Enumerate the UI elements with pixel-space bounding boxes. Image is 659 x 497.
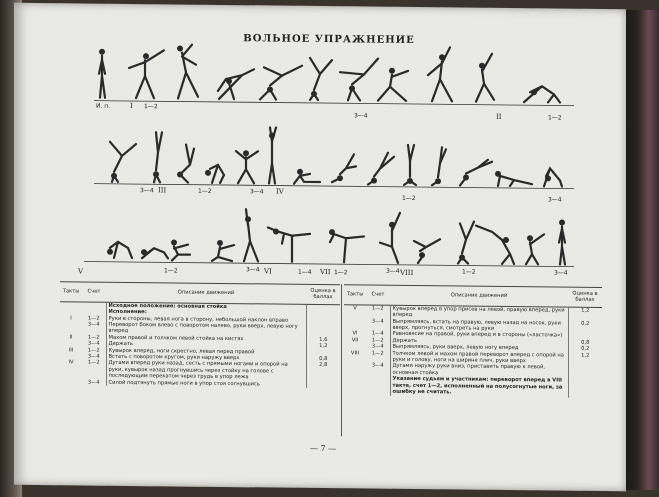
- row-count: 1—2: [371, 337, 384, 344]
- label-row2-iii-34: 3—4: [250, 188, 264, 196]
- figure-arms-raised: [244, 209, 258, 261]
- row-description: Толчком левой и махом правой переворот вперед с опорой на руки и голову, ноги на ширине плеч, руки вверх: [390, 350, 568, 365]
- figure-pike: [544, 168, 562, 186]
- label-row3-vi-14: 1—4: [298, 268, 312, 276]
- row-takt: IV: [68, 359, 74, 366]
- figure-row-2: [110, 126, 562, 187]
- row-score: 1,2: [581, 352, 590, 359]
- figure-cartwheel-a: [218, 69, 254, 99]
- movement-table-left: [60, 281, 340, 388]
- figure-roll-1: [177, 145, 194, 183]
- row-description: Держать: [390, 338, 568, 346]
- row-description: Указание судьям и участникам: переворот вперед в VIII такте, счет 1—2, исполненный на полусогнутые ноги, за ошибку не считать.: [390, 376, 568, 397]
- row-count: 1—2: [87, 360, 100, 367]
- page-title: ВОЛЬНОЕ УПРАЖНЕНИЕ: [243, 33, 415, 46]
- row-score: 1,6: [319, 336, 328, 343]
- label-row3-v-34: 3—4: [246, 266, 260, 274]
- row-count: 1—2: [371, 305, 384, 312]
- header-schet: Счет: [82, 282, 106, 302]
- figure-arch: [526, 234, 544, 264]
- label-row1-12: 1—2: [144, 103, 158, 111]
- figure-prone: [495, 171, 532, 186]
- row-description: Исходное положение: основная стойка: [106, 302, 306, 311]
- figure-swallow-2: [329, 229, 364, 262]
- figure-roll-back-2: [368, 153, 394, 185]
- label-row2-iv-34: 3—4: [548, 196, 562, 204]
- figure-rise: [236, 150, 258, 183]
- figure-row-3: [107, 208, 565, 265]
- label-row2-12: 1—2: [198, 187, 212, 195]
- book-page: [14, 3, 626, 491]
- row-description: Силой подтянуть прямые ноги в упор стоя согнувшись: [106, 379, 306, 388]
- exercise-figures: [14, 3, 626, 289]
- row-description: Дугами вперед руки назад, сесть с прямыми ногами и опорой на руки, кувырок назад прогнувшись через стойку на голове с последующим перекатом через грудь в упор лежа: [106, 360, 306, 381]
- row-takt: [344, 376, 366, 395]
- table-divider: [341, 284, 342, 436]
- movement-table-right: [344, 284, 602, 397]
- row-takt: [344, 363, 366, 376]
- label-row2-iv-12: 1—2: [402, 194, 416, 203]
- row-score: [306, 324, 340, 337]
- ground-line-1: [94, 101, 574, 106]
- header-score: Оценка в баллах: [306, 284, 340, 304]
- figure-roll-forward-2: [141, 248, 168, 258]
- row-count: 3—4: [371, 363, 384, 370]
- label-row1-34: 3—4: [354, 112, 368, 120]
- figure-arms-up: [428, 47, 452, 101]
- row-count: 3—4: [87, 340, 100, 347]
- row-score: 0,2: [581, 320, 590, 327]
- figure-crouch: [212, 240, 234, 261]
- figure-bridge: [524, 86, 560, 102]
- table-header-row: [344, 285, 602, 308]
- label-row3-vi: VI: [264, 267, 272, 276]
- row-description: Исполнение:: [106, 309, 306, 318]
- row-score: 2,8: [319, 362, 328, 369]
- row-description: Держать: [106, 341, 306, 350]
- row-score: 0,8: [319, 356, 328, 363]
- header-schet: Счет: [366, 285, 390, 305]
- label-row3-v: V: [78, 267, 84, 276]
- label-row1-ip: И. п.: [96, 102, 111, 110]
- ground-line-3: [84, 262, 574, 267]
- figure-roll-back-1: [332, 154, 356, 182]
- row-count: 1—2: [371, 350, 384, 357]
- label-row3-viii-34: 3—4: [554, 269, 568, 277]
- figure-swallow-1: [268, 227, 310, 261]
- row-takt: VI: [352, 330, 358, 337]
- figure-headstand-2: [432, 147, 446, 185]
- row-score: 1,2: [581, 307, 590, 314]
- label-row1-ii-12: 1—2: [548, 114, 562, 122]
- figure-leg-forward: [380, 213, 400, 263]
- row-count: 3—4: [87, 379, 100, 386]
- figure-sit: [294, 169, 320, 184]
- row-count: 1—4: [371, 330, 384, 338]
- figure-lean: [177, 45, 198, 99]
- label-row3-viii-12: 1—2: [461, 268, 476, 276]
- label-row3-vii-34: 3—4: [386, 267, 400, 275]
- figure-cartwheel-b: [260, 65, 302, 99]
- book-cover-right: [624, 10, 659, 490]
- figure-squat: [171, 239, 190, 260]
- header-takty: Такты: [60, 282, 82, 302]
- figure-swing: [476, 54, 494, 102]
- figure-row-1: [99, 44, 560, 103]
- row-takt: V: [353, 305, 357, 312]
- figure-headstand: [404, 145, 416, 185]
- header-score: Оценка в баллах: [568, 287, 602, 307]
- row-description: Дугами наружу руки вниз, приставить правую к левой, основная стойка: [390, 363, 568, 378]
- row-count: 3—4: [87, 321, 100, 328]
- figure-handspring-2: [458, 221, 474, 263]
- row-takt: III: [68, 347, 74, 354]
- row-takt: [60, 379, 82, 386]
- row-description: Кувырок вперед, ноги скрестно, левая перед правой: [106, 347, 306, 356]
- row-takt: [60, 321, 82, 334]
- label-row2-iv: IV: [276, 187, 284, 196]
- row-count: [366, 376, 390, 395]
- row-score: 1,2: [319, 343, 328, 350]
- figure-land: [378, 68, 408, 101]
- row-description: Выпрямляясь, встать на правую, левую назад на носок, руки вверх, прогнуться, смотреть на руки: [390, 318, 568, 333]
- label-row3-viii: VIII: [400, 268, 414, 277]
- row-takt: II: [69, 334, 73, 341]
- row-description: Махом правой и толчком левой стойка на кистях: [106, 335, 306, 344]
- header-takty: Такты: [344, 285, 366, 305]
- row-description: Переворот боком влево с поворотом налево, руки вверх, левую ногу вперед: [106, 322, 306, 337]
- table-row: [344, 376, 602, 398]
- row-score: [306, 382, 340, 389]
- row-count: 1—2: [87, 334, 100, 341]
- label-row1-ii: II: [496, 112, 502, 121]
- row-score: [568, 378, 602, 398]
- row-score: 0,8: [581, 339, 590, 346]
- row-count: 3—4: [87, 353, 100, 360]
- figure-handstand-2: [153, 132, 162, 182]
- label-row2-34: 3—4: [140, 187, 154, 195]
- header-description: Описание движений: [390, 285, 568, 307]
- row-score: 0,2: [581, 345, 590, 353]
- figure-roll-out: [460, 159, 492, 185]
- label-row3-v-12: 1—2: [164, 267, 178, 275]
- row-description: Руки в стороны, левая нога в сторону, небольшой наклон вправо: [106, 315, 306, 324]
- row-takt: I: [70, 315, 72, 322]
- figure-tall: [269, 127, 276, 183]
- figure-roll-2: [205, 165, 224, 183]
- figure-handspring-3: [476, 226, 514, 264]
- page-number: — 7 —: [310, 443, 337, 454]
- label-row3-vii: VII: [320, 268, 331, 277]
- header-description: Описание движений: [106, 282, 306, 304]
- figure-arms-side: [129, 50, 164, 98]
- figure-handstand-split: [310, 58, 332, 100]
- figure-handstand-1: [110, 142, 136, 182]
- row-count: 3—4: [371, 318, 384, 325]
- row-score: [568, 365, 602, 378]
- row-takt: VII: [351, 337, 359, 344]
- row-takt: [344, 318, 366, 331]
- figure-roll-forward-1: [107, 242, 132, 258]
- row-takt: VIII: [350, 349, 360, 357]
- label-row2-iii: III: [158, 186, 167, 195]
- figure-standing: [99, 49, 105, 98]
- figure-final-stand: [559, 220, 565, 265]
- label-row3-vii-12: 1—2: [334, 269, 348, 277]
- row-count: 1—2: [87, 347, 100, 354]
- row-description: Встать с поворотом кругом, руки наружу вверх: [106, 354, 306, 363]
- figure-handspring-1: [414, 239, 440, 263]
- row-description: Равновесие на правой, руки вперед и в стороны («ласточка»): [390, 331, 568, 339]
- row-count: 1—2: [87, 315, 100, 322]
- label-row1-i: I: [130, 102, 133, 111]
- row-description: Выпрямляясь, руки вверх, левую ногу вперед: [390, 344, 568, 352]
- row-count: 3—4: [371, 343, 384, 350]
- figure-cartwheel-c: [340, 58, 378, 100]
- row-description: Кувырок вперед в упор присев на левой, правую вперед, руки вперед: [390, 305, 568, 320]
